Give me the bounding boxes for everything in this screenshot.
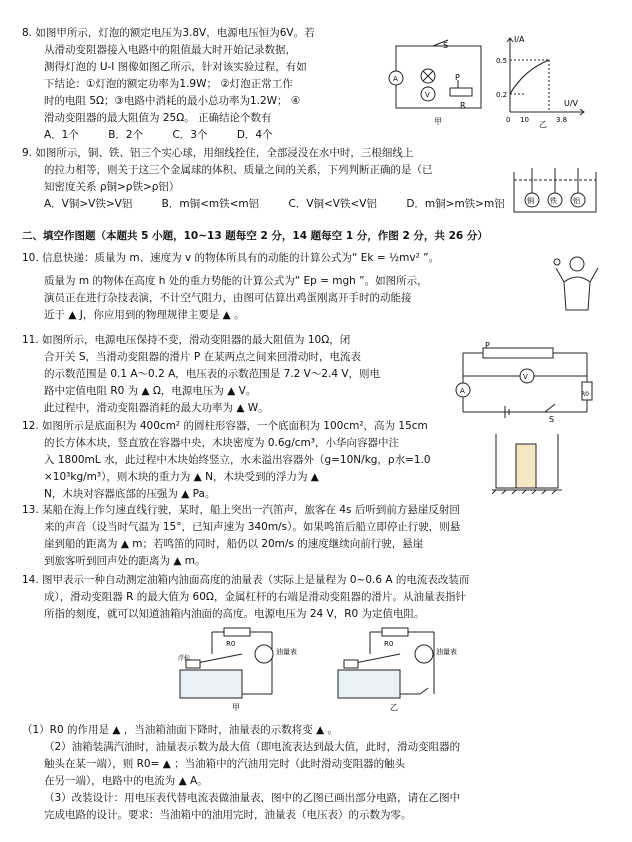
q8-voltmeter-label: V [425, 91, 430, 99]
q14-jia-r0-label: R0 [226, 640, 236, 648]
q8-line: 滑动变阻器的最大阻值为 25Ω。 正确结论个数有 [44, 112, 272, 124]
q11-line: 此过程中，滑动变阻器消耗的最大功率为 ▲ W。 [44, 402, 269, 414]
q14-sub-line: （3）改装设计：用电压表代替电流表做油量表，图中的乙图已画出部分电路，请在乙图中 [44, 792, 461, 804]
q10-juggler-figure [552, 252, 602, 314]
q11-line: 路中定值电阻 R0 为 ▲ Ω，电源电压为 ▲ V。 [44, 385, 257, 397]
q12-line: 的长方体木块，竖直放在容器中央，木块密度为 0.6g/cm³，小华向容器中注 [44, 437, 399, 449]
q8-graph-x-tick: 0 [506, 116, 511, 124]
q13-line: 到旅客听到回声处的距离为 ▲ m。 [44, 555, 206, 567]
q14-fig-jia-label: 甲 [232, 703, 240, 712]
q11-line: 的示数范围是 0.1 A～0.2 A，电压表的示数范围是 7.2 V～2.4 V，则电 [44, 368, 381, 380]
q9-line: 知密度关系 ρ铜>ρ铁>ρ铝） [44, 181, 180, 193]
q14-line: 14. 图甲表示一种自动测定油箱内油面高度的油量表（实际上是量程为 0~0.6 A 的电流表改装而 [22, 574, 470, 586]
q8-graph-ylabel: I/A [514, 35, 525, 44]
q9-ball-iron: 铁 [550, 197, 557, 205]
question-9 [22, 145, 531, 213]
q8-fig-jia-label: 甲 [434, 117, 442, 126]
q12-line: 入 1800mL 水，此过程中木块始终竖立，水未溢出容器外（g=10N/kg，ρ水=1.0 [44, 454, 431, 466]
q12-container-figure [492, 432, 562, 494]
question-14 [22, 572, 469, 623]
q8-option-d: D．4个 [236, 129, 273, 141]
q8-graph-y-tick: 0.5 [496, 57, 508, 65]
q11-line: 合开关 S，当滑动变阻器的滑片 P 在某两点之间来回滑动时，电流表 [44, 351, 362, 363]
q9-option-a: A．V铜>V铁>V铝 [44, 198, 133, 210]
q9-option-d: D．m铜>m铁>m铝 [406, 198, 505, 210]
q12-line: N，木块对容器底部的压强为 ▲ Pa。 [44, 488, 216, 500]
q8-circuit-r-label: R [460, 101, 466, 110]
q8-option-a: A．1个 [44, 129, 79, 141]
q9-beaker-figure [510, 166, 600, 216]
q8-options [22, 127, 315, 144]
q14-fig-yi-label: 乙 [390, 703, 398, 712]
q14-sub-line: （2）油箱装满汽油时，油量表示数为最大值（即电流表达到最大值，此时，滑动变阻器的 [44, 741, 461, 753]
q11-switch-label: S [549, 415, 555, 422]
question-13 [22, 502, 460, 570]
q8-line: 测得灯泡的 U-I 图像如图乙所示，针对该实验过程，有如 [44, 61, 307, 73]
q9-ball-copper: 铜 [527, 197, 534, 205]
q14-yi-gauge-label: 油量表 [436, 648, 457, 656]
q11-voltmeter-label: V [523, 373, 528, 381]
q13-line: 13. 某船在海上作匀速直线行驶，某时，船上突出一汽笛声，旅客在 4s 后听到前方悬崖反射回 [22, 504, 460, 516]
section-2-heading: 二、填空作图题（本题共 5 小题，10~13 题每空 2 分，14 题每空 1 分，作图 2 分，共 26 分） [22, 230, 488, 242]
q11-slider-p-label: P [485, 341, 490, 350]
q8-graph-y-tick: 0.2 [496, 91, 508, 99]
q9-line: 的拉力相等，则关于这三个金属球的体积、质量之间的关系，下列判断正确的是（已 [44, 164, 433, 176]
question-10 [22, 250, 439, 324]
q14-figure-jia [172, 624, 302, 714]
q14-sub-line: 完成电路的设计。要求：当油箱中的油用完时，油量表（电压表）的示数为零。 [44, 809, 412, 821]
q9-option-b: B．m铜<m铁<m铝 [161, 198, 260, 210]
q8-ui-graph [494, 32, 590, 128]
q9-option-c: C．V铜<V铁<V铝 [288, 198, 377, 210]
q14-sub-line: （1）R0 的作用是 ▲ ，当油箱油面下降时，油量表的示数将变 ▲ 。 [22, 724, 338, 736]
question-12 [22, 418, 431, 503]
q14-line: 所指的刻度，就可以知道油箱内油面的高度。电源电压为 24 V，R0 为定值电阻。 [44, 608, 425, 620]
q8-option-b: B．2个 [108, 129, 144, 141]
q8-circuit-s-label: S [443, 41, 449, 50]
q10-line: 质量为 m 的物体在高度 h 处的重力势能的计算公式为“ Ep = mgh ”。如图所示， [44, 275, 428, 287]
q8-circuit-figure [388, 36, 488, 128]
q14-sub-line: 触头在某一端），则 R0= ▲ ；当油箱中的汽油用完时（此时滑动变阻器的触头 [44, 758, 406, 770]
question-8 [22, 25, 315, 144]
q8-line: 下结论：①灯泡的额定功率为1.9W； ②灯泡正常工作 [44, 78, 293, 90]
q11-circuit-figure [455, 340, 595, 422]
q14-sub-line: 在另一端），电路中的电流为 ▲ A。 [44, 775, 208, 787]
q11-ammeter-label: A [460, 387, 465, 395]
q8-line: 从滑动变阻器接入电路中的阻值最大时开始记录数据， [44, 44, 296, 56]
q14-yi-r0-label: R0 [384, 640, 394, 648]
q14-jia-gauge-label: 油量表 [276, 648, 297, 656]
q14-jia-float-label: 浮标 [178, 655, 191, 662]
q9-ball-aluminum: 铝 [573, 197, 580, 205]
q11-line: 11. 如图所示，电源电压保持不变，滑动变阻器的最大阻值为 10Ω，闭 [22, 334, 351, 346]
q8-circuit-p-label: P [455, 73, 460, 82]
q10-line: 近于 ▲ J，你应用到的物理规律主要是 ▲ 。 [44, 309, 245, 321]
question-14-subparts [22, 722, 460, 824]
q8-graph-x-tick: 3.8 [556, 116, 568, 124]
q8-graph-x-tick: 10 [520, 116, 529, 124]
q12-line: 12. 如图所示是底面积为 400cm² 的圆柱形容器，一个底面积为 100cm²，高为 15cm [22, 420, 428, 432]
q8-line: 时的电阻 5Ω；③电路中消耗的最小总功率为1.2W； ④ [44, 95, 301, 107]
q8-ammeter-label: A [393, 75, 398, 83]
question-11 [22, 332, 380, 417]
q10-line: 演员正在进行杂技表演，不计空气阻力，由图可估算出鸡蛋刚离开手时的动能接 [44, 292, 412, 304]
q8-line: 8. 如图甲所示，灯泡的额定电压为3.8V，电源电压恒为6V。若 [22, 27, 315, 39]
q14-line: 成），滑动变阻器 R 的最大值为 60Ω，金属杠杆的右端是滑动变阻器的滑片。从油量表指针 [44, 591, 466, 603]
q8-fig-yi-label: 乙 [539, 120, 547, 128]
q11-r0-label: R0 [581, 391, 589, 398]
q14-figure-yi [330, 624, 460, 714]
q9-line: 9. 如图所示，铜、铁、铝三个实心球，用细线拴住，全部浸没在水中时，三根细线上 [22, 147, 414, 159]
q10-line: 10. 信息快递：质量为 m、速度为 v 的物体所具有的动能的计算公式为“ Ek = ½mv² ”。 [22, 252, 440, 264]
q9-options [22, 196, 531, 213]
q8-option-c: C．3个 [172, 129, 208, 141]
q13-line: 崖到船的距离为 ▲ m；若鸣笛的同时，船仍以 20m/s 的速度继续向前行驶，悬崖 [44, 538, 424, 550]
q8-graph-xlabel: U/V [564, 99, 579, 108]
q13-line: 来的声音（设当时气温为 15°，已知声速为 340m/s）。如果鸣笛后船立即停止行驶，则悬 [44, 521, 461, 533]
q12-line: ×10³kg/m³），则木块的重力为 ▲ N，木块受到的浮力为 ▲ [44, 471, 319, 483]
